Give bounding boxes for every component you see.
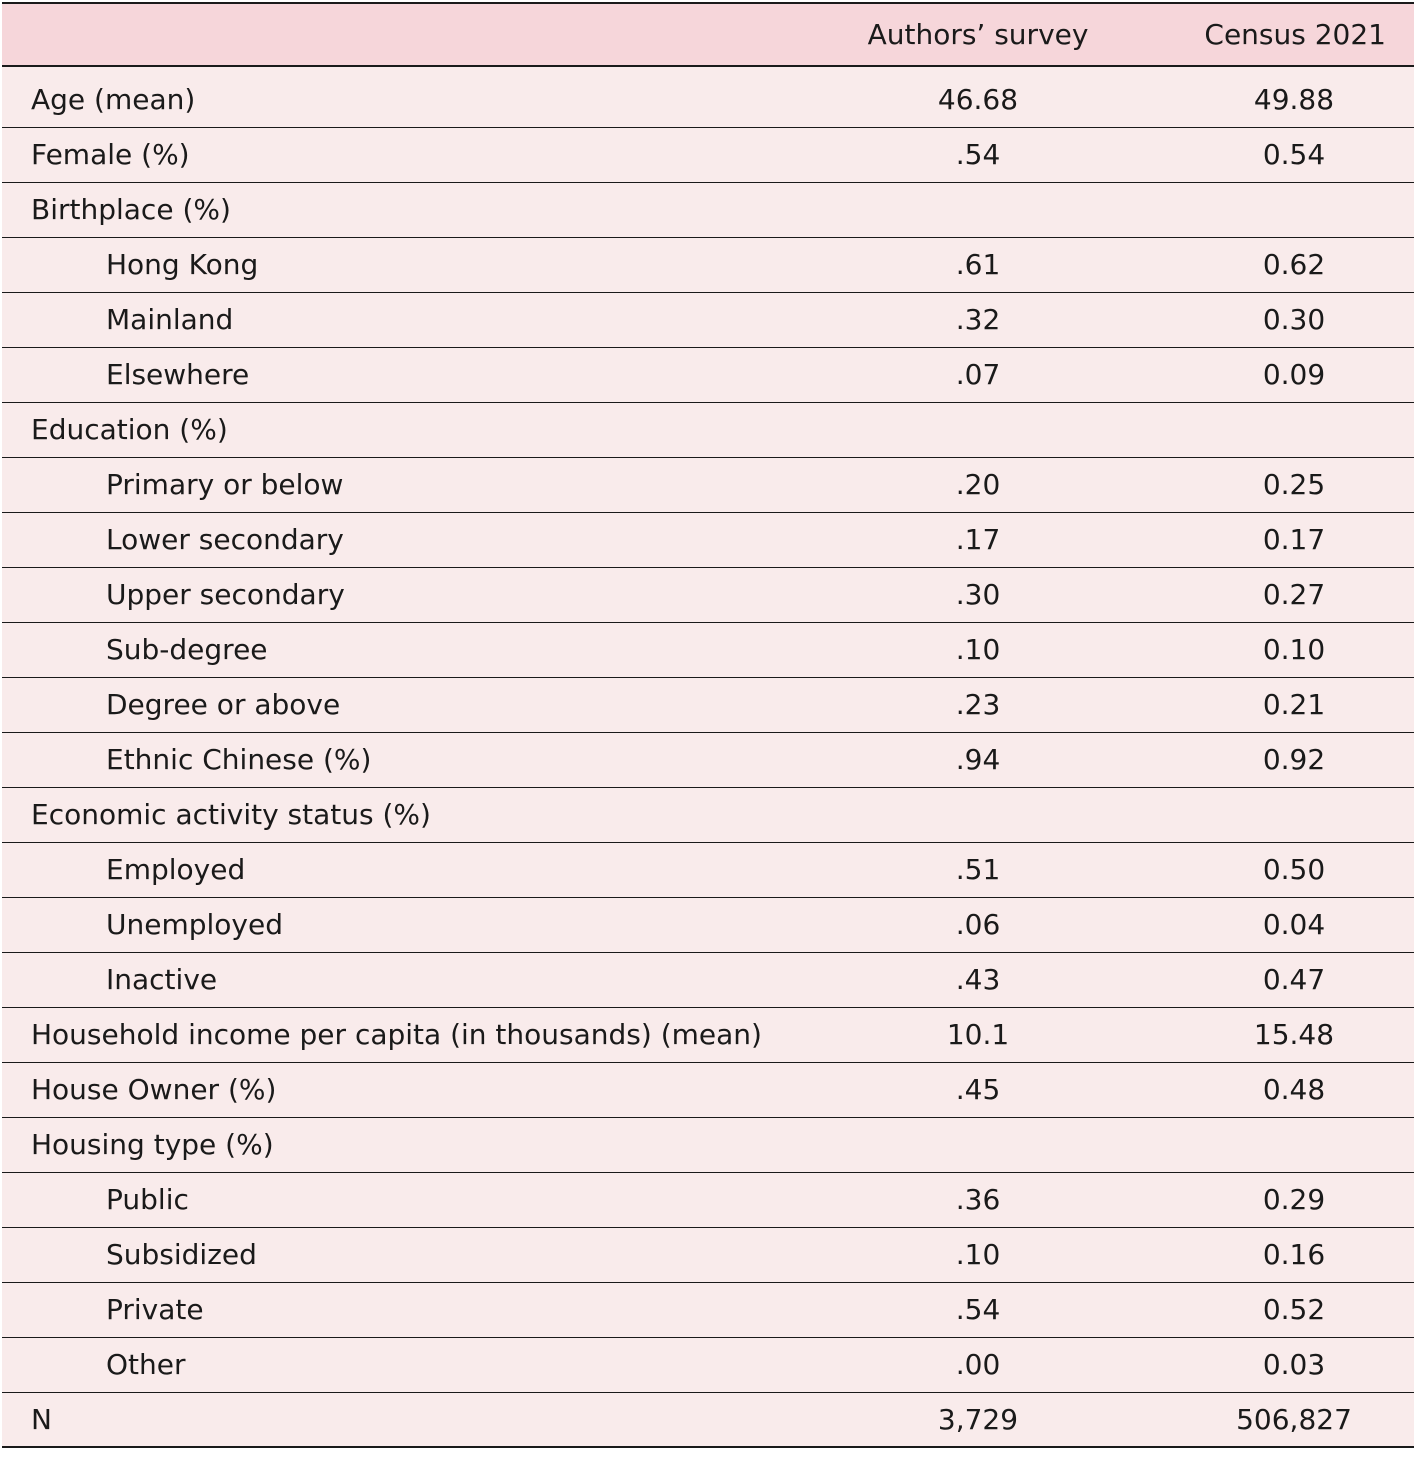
row-label: Education (%) [2, 402, 804, 457]
table-row [2, 1007, 1414, 1062]
survey-value: .32 [804, 292, 1152, 347]
header-authors-survey: Authors’ survey [804, 3, 1152, 66]
census-value: 0.04 [1152, 897, 1414, 952]
header-census-2021: Census 2021 [1152, 3, 1414, 66]
census-value [1152, 402, 1414, 457]
table-row [2, 1337, 1414, 1392]
row-label: Other [2, 1337, 804, 1392]
survey-value [804, 787, 1152, 842]
row-label: N [2, 1392, 804, 1447]
survey-value [804, 402, 1152, 457]
table-row [2, 1062, 1414, 1117]
table-row [2, 292, 1414, 347]
table-row [2, 182, 1414, 237]
row-label: Household income per capita (in thousands) (mean) [2, 1007, 804, 1062]
census-value: 0.50 [1152, 842, 1414, 897]
census-value: 0.47 [1152, 952, 1414, 1007]
census-value: 0.21 [1152, 677, 1414, 732]
table-row [2, 1282, 1414, 1337]
table-row [2, 677, 1414, 732]
row-label: Inactive [2, 952, 804, 1007]
table-row [2, 842, 1414, 897]
row-label: Economic activity status (%) [2, 787, 804, 842]
table-row [2, 512, 1414, 567]
row-label: Birthplace (%) [2, 182, 804, 237]
table-row [2, 237, 1414, 292]
table-row [2, 347, 1414, 402]
survey-value: .94 [804, 732, 1152, 787]
table-row [2, 787, 1414, 842]
row-label: Degree or above [2, 677, 804, 732]
row-label: Mainland [2, 292, 804, 347]
census-value [1152, 182, 1414, 237]
table-row [2, 952, 1414, 1007]
census-value: 0.03 [1152, 1337, 1414, 1392]
survey-value [804, 1117, 1152, 1172]
survey-value: .54 [804, 1282, 1152, 1337]
table-row [2, 457, 1414, 512]
census-value: 0.27 [1152, 567, 1414, 622]
survey-value [804, 182, 1152, 237]
table-row [2, 732, 1414, 787]
census-value: 0.25 [1152, 457, 1414, 512]
census-value: 0.30 [1152, 292, 1414, 347]
table-row [2, 1172, 1414, 1227]
row-label: Upper secondary [2, 567, 804, 622]
row-label: Age (mean) [2, 66, 804, 127]
survey-value: .61 [804, 237, 1152, 292]
row-label: Ethnic Chinese (%) [2, 732, 804, 787]
row-label: Hong Kong [2, 237, 804, 292]
survey-value: .43 [804, 952, 1152, 1007]
survey-value: 46.68 [804, 66, 1152, 127]
row-label: Female (%) [2, 127, 804, 182]
survey-value: .51 [804, 842, 1152, 897]
table-row [2, 1392, 1414, 1447]
row-label: Subsidized [2, 1227, 804, 1282]
survey-value: .54 [804, 127, 1152, 182]
survey-value: .07 [804, 347, 1152, 402]
survey-value: .23 [804, 677, 1152, 732]
row-label: Elsewhere [2, 347, 804, 402]
census-value: 0.48 [1152, 1062, 1414, 1117]
survey-value: .17 [804, 512, 1152, 567]
census-value: 0.92 [1152, 732, 1414, 787]
table-row [2, 1227, 1414, 1282]
survey-value: .30 [804, 567, 1152, 622]
row-label: Public [2, 1172, 804, 1227]
table-row [2, 66, 1414, 127]
census-value: 0.10 [1152, 622, 1414, 677]
survey-value: 3,729 [804, 1392, 1152, 1447]
census-value: 0.52 [1152, 1282, 1414, 1337]
table-row [2, 622, 1414, 677]
row-label: Sub-degree [2, 622, 804, 677]
row-label: House Owner (%) [2, 1062, 804, 1117]
census-value [1152, 1117, 1414, 1172]
census-value: 0.62 [1152, 237, 1414, 292]
census-value: 15.48 [1152, 1007, 1414, 1062]
census-value: 506,827 [1152, 1392, 1414, 1447]
survey-value: .06 [804, 897, 1152, 952]
row-label: Primary or below [2, 457, 804, 512]
row-label: Unemployed [2, 897, 804, 952]
survey-value: .45 [804, 1062, 1152, 1117]
census-value: 0.29 [1152, 1172, 1414, 1227]
table-row [2, 897, 1414, 952]
table-row [2, 127, 1414, 182]
survey-value: .10 [804, 1227, 1152, 1282]
census-value: 0.17 [1152, 512, 1414, 567]
survey-value: 10.1 [804, 1007, 1152, 1062]
table-header-row [2, 3, 1414, 66]
comparison-table [2, 2, 1414, 1448]
comparison-table-container [2, 2, 1414, 1448]
table-row [2, 1117, 1414, 1172]
table-row [2, 402, 1414, 457]
header-label-cell [2, 3, 804, 66]
survey-value: .20 [804, 457, 1152, 512]
census-value: 49.88 [1152, 66, 1414, 127]
row-label: Private [2, 1282, 804, 1337]
row-label: Housing type (%) [2, 1117, 804, 1172]
survey-value: .36 [804, 1172, 1152, 1227]
row-label: Employed [2, 842, 804, 897]
table-row [2, 567, 1414, 622]
census-value: 0.09 [1152, 347, 1414, 402]
census-value: 0.54 [1152, 127, 1414, 182]
census-value [1152, 787, 1414, 842]
census-value: 0.16 [1152, 1227, 1414, 1282]
survey-value: .10 [804, 622, 1152, 677]
row-label: Lower secondary [2, 512, 804, 567]
survey-value: .00 [804, 1337, 1152, 1392]
